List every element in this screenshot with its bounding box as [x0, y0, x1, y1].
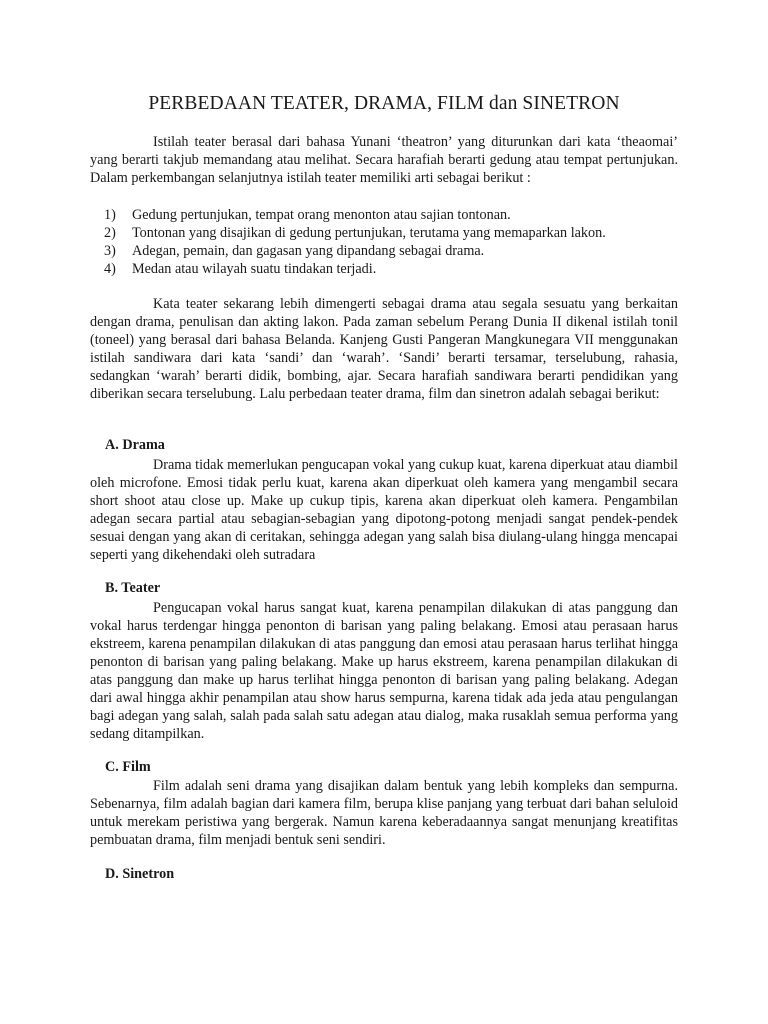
section-body-film: Film adalah seni drama yang disajikan dalam bentuk yang lebih kompleks dan sempurna. Sebenarnya, film adalah bagian dari kamera film, berupa klise panjang yang terbuat dari bahan seluloid untuk merekam peristiwa yang bergerak. Namun karena keberadaannya sangat menunjang kreatifitas pembuatan drama, film menjadi bentuk seni sendiri. — [90, 778, 678, 848]
document-title: PERBEDAAN TEATER, DRAMA, FILM dan SINETRON — [148, 93, 620, 114]
list-item — [90, 242, 678, 260]
list-item-text: Medan atau wilayah suatu tindakan terjadi. — [132, 261, 377, 277]
list-number: 4) — [104, 261, 116, 277]
list-item-text: Adegan, pemain, dan gagasan yang dipandang sebagai drama. — [132, 243, 485, 259]
list-number: 3) — [104, 243, 116, 259]
document-page — [90, 0, 678, 1024]
body-paragraph: Kata teater sekarang lebih dimengerti sebagai drama atau segala sesuatu yang berkaitan dengan drama, penulisan dan akting lakon. Pada zaman sebelum Perang Dunia II dikenal istilah tonil (toneel) yang berasal dari bahasa Belanda. Kanjeng Gusti Pangeran Mangkunegara VII menggunakan istilah sandiwara dari kata ‘sandi’ dan ‘warah’. ‘Sandi’ berarti tersamar, terselubung, rahasia, sedangkan ‘warah’ berarti didik, bombing, ajar. Secara harafiah sandiwara berarti pendidikan yang diberikan secara terselubung. Lalu perbedaan teater drama, film dan sinetron adalah sebagai berikut: — [90, 296, 678, 402]
list-item — [90, 206, 678, 224]
definition-list — [90, 206, 678, 278]
section-heading-drama: A. Drama — [105, 437, 165, 453]
intro-paragraph: Istilah teater berasal dari bahasa Yunani ‘theatron’ yang diturunkan dari kata ‘theaomai’ yang berarti takjub memandang atau melihat. Secara harafiah berarti gedung atau tempat pertunjukan. Dalam perkembangan selanjutnya istilah teater memiliki arti sebagai berikut : — [90, 134, 678, 186]
list-number: 2) — [104, 225, 116, 241]
section-body-teater: Pengucapan vokal harus sangat kuat, karena penampilan dilakukan di atas panggung dan vokal harus terdengar hingga penonton di barisan yang paling belakang. Emosi atau perasaan harus ekstreem, karena penampilan dilakukan di atas panggung dan emosi atau perasaan harus terlihat hingga penonton di barisan yang paling belakang. Make up harus ekstreem, karena penampilan dilakukan di atas panggung dan make up harus terlihat hingga penonton di barisan yang paling belakang. Adegan dari awal hingga akhir penampilan atau show harus sempurna, karena tidak ada jeda atau pengulangan bagi adegan yang salah, salah pada salah satu adegan atau dialog, maka rusaklah semua performa yang sedang ditampilkan. — [90, 600, 678, 742]
list-item-text: Gedung pertunjukan, tempat orang menonton atau sajian tontonan. — [132, 207, 511, 223]
list-item-text: Tontonan yang disajikan di gedung pertunjukan, terutama yang memaparkan lakon. — [132, 225, 606, 241]
section-heading-teater: B. Teater — [105, 580, 161, 596]
list-number: 1) — [104, 207, 116, 223]
section-body-drama: Drama tidak memerlukan pengucapan vokal yang cukup kuat, karena diperkuat atau diambil oleh microfone. Emosi tidak perlu kuat, karena akan diperkuat oleh kamera yang mengambil secara short shoot atau close up. Make up cukup tipis, karena akan diperkuat oleh kamera. Pengambilan adegan secara partial atau sebagian-sebagian yang dipotong-potong menjadi sangat pendek-pendek sesuai dengan yang akan di ceritakan, sehingga adegan yang salah bisa diulang-ulang hingga mencapai seperti yang dikehendaki oleh sutradara — [90, 457, 678, 563]
list-item — [90, 260, 678, 278]
section-heading-sinetron: D. Sinetron — [105, 866, 175, 882]
section-heading-film: C. Film — [105, 759, 151, 775]
list-item — [90, 224, 678, 242]
